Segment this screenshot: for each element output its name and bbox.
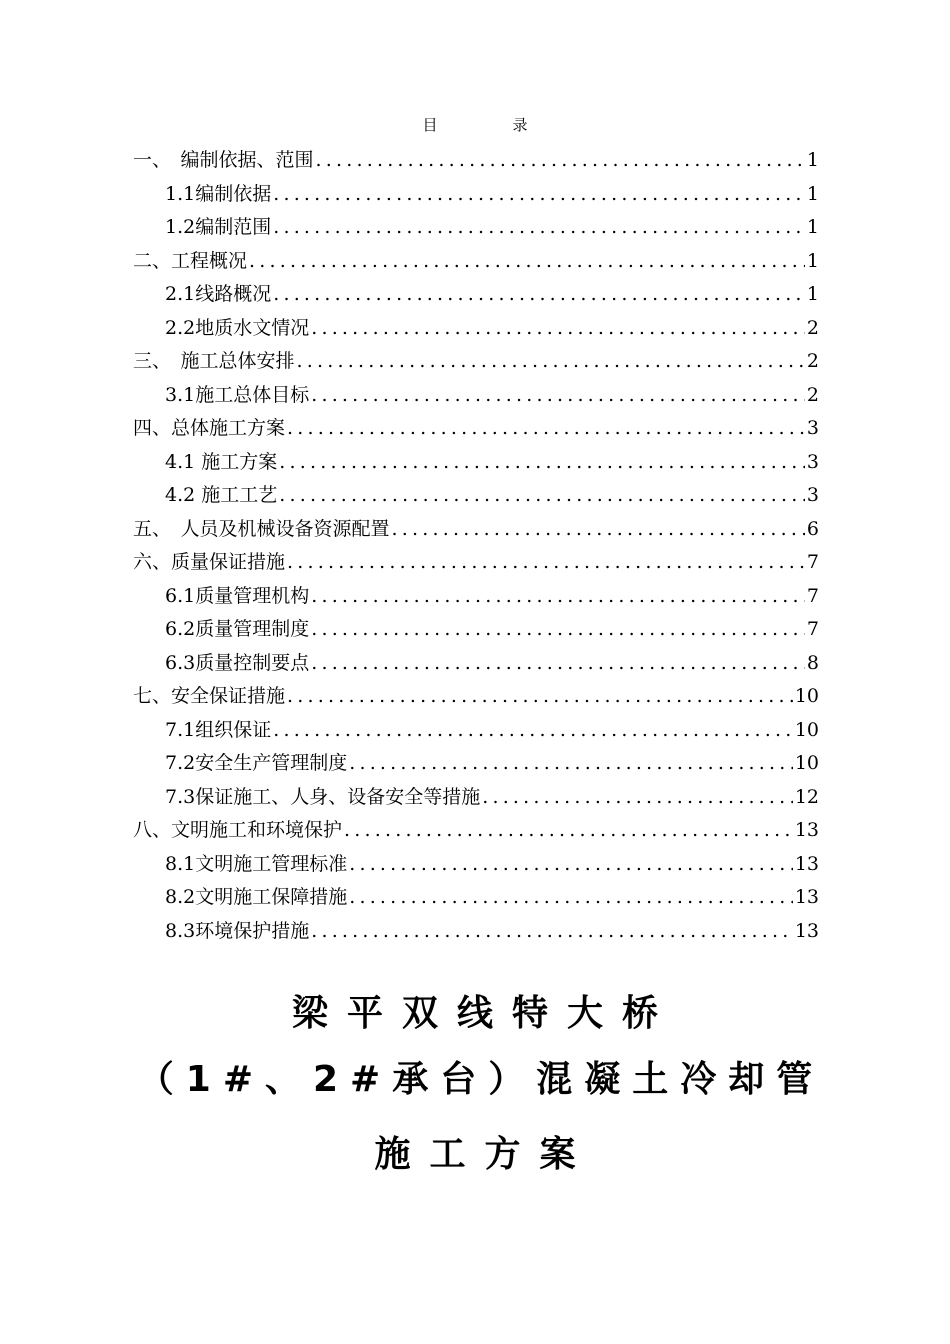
toc-entry-page-number: 8 [806,651,819,674]
toc-entry-page-number: 10 [794,718,819,741]
toc-dot-leader [287,412,805,446]
toc-entry[interactable] [133,580,819,614]
table-of-contents [133,144,819,948]
toc-entry-label: 6.2质量管理制度 [165,618,310,640]
toc-entry-page-number: 2 [806,383,819,406]
toc-entry-label: 7.3保证施工、人身、设备安全等措施 [165,785,481,808]
toc-entry-page-number: 6 [806,517,819,540]
toc-entry-label: 6.1质量管理机构 [165,584,310,607]
toc-entry-page-number: 13 [794,886,819,908]
toc-entry-label: 1.2编制范围 [165,216,272,238]
toc-entry-label: 6.3质量控制要点 [165,651,310,674]
toc-entry[interactable] [133,781,819,815]
toc-entry-page-number: 12 [794,785,819,808]
toc-dot-leader [311,647,805,681]
toc-dot-leader [311,613,805,647]
toc-dot-leader [311,312,805,346]
toc-title: 目 录 [422,116,558,134]
toc-entry-label: 一、 编制依据、范围 [133,149,314,171]
toc-entry[interactable] [133,211,819,245]
toc-entry-page-number: 13 [794,919,819,942]
toc-entry[interactable] [133,513,819,547]
toc-entry[interactable] [133,881,819,915]
toc-dot-leader [311,379,805,413]
toc-entry-page-number: 2 [806,316,819,339]
toc-entry[interactable] [133,814,819,848]
toc-entry-page-number: 7 [806,618,819,640]
toc-entry-page-number: 10 [794,752,819,774]
toc-dot-leader [311,915,793,949]
toc-entry[interactable] [133,915,819,949]
toc-dot-leader [349,881,793,915]
toc-dot-leader [392,513,805,547]
toc-entry-label: 八、文明施工和环境保护 [133,819,343,841]
toc-entry-label: 3.1施工总体目标 [165,383,310,406]
toc-entry-label: 七、安全保证措施 [133,685,286,707]
toc-entry-label: 二、工程概况 [133,249,248,272]
toc-entry[interactable] [133,178,819,212]
toc-dot-leader [287,546,805,580]
toc-entry-page-number: 3 [806,417,819,439]
toc-entry[interactable] [133,613,819,647]
document-title-line-1: 梁平双线特大桥 [291,993,677,1034]
toc-entry-page-number: 7 [806,551,819,573]
toc-entry-label: 7.1组织保证 [165,718,272,741]
toc-entry-label: 2.1线路概况 [165,283,272,305]
toc-entry-page-number: 1 [806,216,819,238]
toc-entry-page-number: 1 [806,249,819,272]
toc-entry-label: 1.1编制依据 [165,182,272,205]
toc-entry-page-number: 13 [794,819,819,841]
toc-entry[interactable] [133,479,819,513]
toc-entry-label: 4.2 施工工艺 [165,484,278,506]
document-title-line-3: 施工方案 [374,1134,595,1175]
toc-entry-page-number: 13 [794,852,819,875]
toc-entry[interactable] [133,412,819,446]
toc-entry[interactable] [133,680,819,714]
toc-dot-leader [273,211,805,245]
toc-entry-label: 五、 人员及机械设备资源配置 [133,517,390,540]
toc-dot-leader [273,714,793,748]
document-title-line-2: （1#、2#承台）混凝土冷却管 [137,1059,825,1100]
toc-entry-label: 8.3环境保护措施 [165,919,310,942]
toc-entry[interactable] [133,379,819,413]
toc-dot-leader [349,747,793,781]
toc-entry-label: 8.1文明施工管理标准 [165,852,348,875]
toc-entry[interactable] [133,747,819,781]
toc-entry-label: 四、总体施工方案 [133,417,286,439]
toc-entry-page-number: 7 [806,584,819,607]
toc-entry-page-number: 1 [806,149,819,171]
toc-dot-leader [249,245,805,279]
toc-dot-leader [311,580,805,614]
toc-entry-page-number: 10 [794,685,819,707]
toc-dot-leader [316,144,805,178]
toc-dot-leader [349,848,793,882]
toc-dot-leader [279,446,805,480]
toc-dot-leader [279,479,805,513]
toc-entry-label: 4.1 施工方案 [165,450,278,473]
toc-entry[interactable] [133,278,819,312]
toc-dot-leader [297,345,805,379]
toc-dot-leader [482,781,793,815]
toc-entry-label: 7.2安全生产管理制度 [165,752,348,774]
toc-entry-label: 六、质量保证措施 [133,551,286,573]
toc-entry-page-number: 1 [806,283,819,305]
toc-entry[interactable] [133,345,819,379]
toc-entry-label: 三、 施工总体安排 [133,350,295,372]
toc-entry-label: 8.2文明施工保障措施 [165,886,348,908]
toc-entry[interactable] [133,312,819,346]
toc-entry-page-number: 1 [806,182,819,205]
toc-entry-page-number: 3 [806,450,819,473]
toc-entry[interactable] [133,245,819,279]
toc-entry[interactable] [133,714,819,748]
toc-entry[interactable] [133,647,819,681]
toc-dot-leader [273,278,805,312]
toc-entry-page-number: 2 [806,350,819,372]
toc-entry[interactable] [133,446,819,480]
toc-dot-leader [287,680,793,714]
toc-entry[interactable] [133,848,819,882]
toc-entry-label: 2.2地质水文情况 [165,316,310,339]
toc-dot-leader [273,178,805,212]
toc-entry-page-number: 3 [806,484,819,506]
toc-dot-leader [344,814,793,848]
toc-entry[interactable] [133,546,819,580]
toc-entry[interactable] [133,144,819,178]
